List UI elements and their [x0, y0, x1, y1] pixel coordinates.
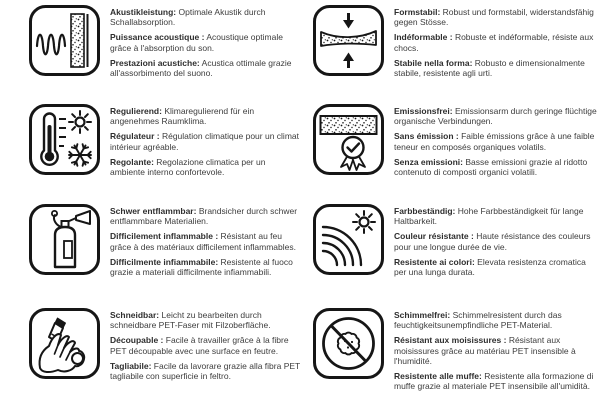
- color-fastness-icon: [312, 203, 385, 276]
- feature-label: Indéformable :: [394, 32, 453, 43]
- feature-label: Senza emissioni:: [394, 156, 463, 167]
- feature-card-cuttable: [0, 307, 302, 404]
- feature-desc: Leicht zu bearbeiten durch schneidbare PET-Faser mit Filzoberfläche.: [110, 310, 271, 331]
- feature-card-emission: [302, 103, 600, 203]
- feature-desc: Facile da lavorare grazie alla fibra PET tagliabile con superficie in feltro.: [110, 360, 301, 382]
- feature-text-fr: [394, 335, 598, 366]
- feature-texts: [394, 4, 598, 83]
- feature-text-fr: [110, 335, 302, 355]
- feature-label: Regolante:: [110, 156, 154, 167]
- feature-desc: Haute résistance des couleurs pour une longue durée de vie.: [394, 231, 591, 252]
- feature-label: Sans émission :: [394, 131, 459, 142]
- feature-text-de: [110, 7, 302, 27]
- feature-label: Resistente ai colori:: [394, 256, 475, 267]
- feature-text-it: [394, 58, 598, 78]
- feature-text-it: [110, 257, 302, 277]
- feature-label: Akustikleistung:: [110, 7, 177, 17]
- feature-text-de: [394, 7, 598, 27]
- feature-label: Schneidbar:: [110, 310, 160, 320]
- feature-label: Resistente alle muffe:: [394, 371, 482, 382]
- feature-desc: Brandsicher durch schwer entflammbare Materialien.: [110, 206, 298, 227]
- feature-card-fire: [0, 203, 302, 307]
- feature-label: Emissionsfrei:: [394, 106, 453, 116]
- feature-card-acoustic: [0, 4, 302, 103]
- climate-regulation-icon: [28, 103, 101, 176]
- feature-label: Tagliabile:: [110, 360, 152, 371]
- cuttable-icon: [28, 307, 101, 380]
- feature-card-shape-stability: [302, 4, 600, 103]
- feature-text-it: [110, 361, 302, 381]
- feature-text-it: [394, 157, 598, 177]
- feature-desc: Résistant aux moisissures grâce au matériau PET insensible à l'humidité.: [394, 335, 576, 366]
- feature-desc: Régulation climatique pour un climat intérieur agréable.: [110, 131, 299, 152]
- feature-card-climate: [0, 103, 302, 203]
- feature-label: Farbbeständig:: [394, 206, 456, 216]
- feature-desc: Robust und formstabil, widerstandsfähig gegen Stösse.: [394, 7, 594, 28]
- feature-texts: [110, 307, 302, 386]
- feature-text-fr: [394, 131, 598, 151]
- feature-text-de: [394, 206, 598, 226]
- feature-text-fr: [394, 231, 598, 251]
- feature-text-de: [394, 310, 598, 330]
- feature-label: Résistant aux moisissures :: [394, 335, 507, 346]
- feature-text-it: [394, 371, 598, 391]
- feature-desc: Schimmelresistent durch das feuchtigkeitsunempfindliche PET-Material.: [394, 310, 562, 331]
- feature-desc: Facile à travailler grâce à la fibre PET découpable avec une surface en feutre.: [110, 335, 289, 356]
- mold-resistance-icon: [312, 307, 385, 380]
- feature-label: Regulierend:: [110, 106, 162, 116]
- fire-resistance-icon: [28, 203, 101, 276]
- feature-desc: Robuste et indéformable, résiste aux chocs.: [394, 32, 594, 53]
- feature-label: Schimmelfrei:: [394, 310, 451, 320]
- feature-text-fr: [110, 32, 302, 52]
- feature-label: Découpable :: [110, 335, 164, 346]
- feature-label: Couleur résistante :: [394, 231, 474, 242]
- feature-text-de: [110, 106, 302, 126]
- feature-text-fr: [110, 231, 302, 251]
- feature-desc: Regolazione climatica per un ambiente interno confortevole.: [110, 156, 266, 178]
- feature-desc: Optimale Akustik durch Schallabsorption.: [110, 7, 266, 28]
- feature-desc: Acoustique optimale grâce à l'absorption du son.: [110, 32, 283, 53]
- feature-label: Difficilmente infiammabile:: [110, 256, 219, 267]
- feature-desc: Basse emissioni grazie al ridotto contenuto di composti organici volatili.: [394, 156, 588, 178]
- feature-text-it: [394, 257, 598, 277]
- feature-desc: Elevata resistenza cromatica per una lunga durata.: [394, 256, 586, 278]
- feature-text-it: [110, 58, 302, 78]
- feature-desc: Faible émissions grâce à une faible teneur en composés organiques volatils.: [394, 131, 595, 152]
- feature-text-fr: [110, 131, 302, 151]
- feature-label: Schwer entflammbar:: [110, 206, 197, 216]
- feature-desc: Résistant au feu grâce à des matériaux difficilement inflammables.: [110, 231, 296, 252]
- feature-texts: [110, 4, 302, 83]
- feature-desc: Resistente alla formazione di muffe grazie al materiale PET insensibile all'umidità.: [394, 371, 594, 392]
- feature-desc: Robusto e dimensionalmente stabile, resistente agli urti.: [394, 57, 585, 79]
- feature-texts: [394, 103, 598, 182]
- feature-text-it: [110, 157, 302, 177]
- feature-texts: [394, 307, 598, 396]
- feature-texts: [110, 103, 302, 182]
- feature-card-mold: [302, 307, 600, 404]
- feature-text-fr: [394, 32, 598, 52]
- feature-label: Difficilement inflammable :: [110, 231, 219, 242]
- feature-label: Régulateur :: [110, 131, 160, 142]
- feature-desc: Hohe Farbbeständigkeit für lange Haltbarkeit.: [394, 206, 584, 227]
- feature-text-de: [394, 106, 598, 126]
- feature-desc: Emissionsarm durch geringe flüchtige organische Verbindungen.: [394, 106, 597, 127]
- feature-text-de: [110, 310, 302, 330]
- feature-label: Puissance acoustique :: [110, 32, 205, 43]
- feature-texts: [394, 203, 598, 282]
- feature-desc: Resistente al fuoco grazie a materiali difficilmente infiammabili.: [110, 256, 293, 278]
- low-emission-icon: [312, 103, 385, 176]
- feature-card-color: [302, 203, 600, 307]
- feature-label: Stabile nella forma:: [394, 57, 473, 68]
- feature-text-de: [110, 206, 302, 226]
- sound-absorption-icon: [28, 4, 101, 77]
- feature-label: Formstabil:: [394, 7, 441, 17]
- feature-texts: [110, 203, 302, 282]
- feature-desc: Acustica ottimale grazie all'assorbimento del suono.: [110, 57, 292, 79]
- shape-stability-icon: [312, 4, 385, 77]
- feature-label: Prestazioni acustiche:: [110, 57, 200, 68]
- feature-desc: Klimaregulierend für ein angenehmes Raumklima.: [110, 106, 255, 127]
